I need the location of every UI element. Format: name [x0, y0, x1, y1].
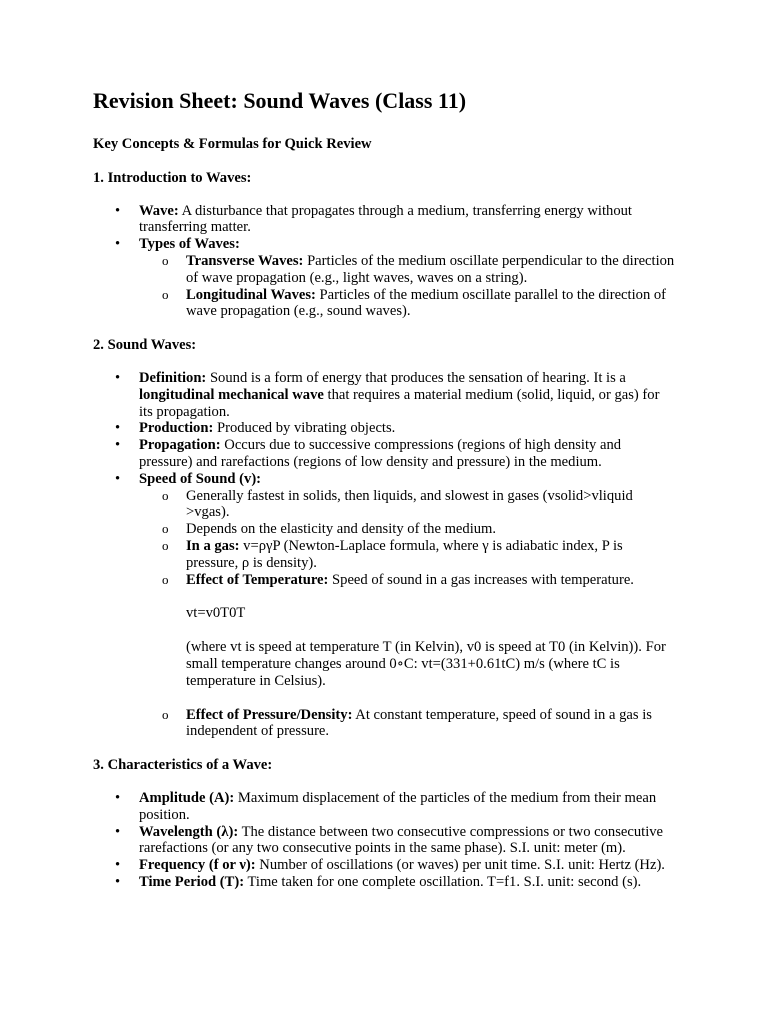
subtitle: Key Concepts & Formulas for Quick Review	[93, 136, 372, 152]
term-label: Wavelength (λ):	[139, 823, 239, 840]
term-text: Particles of the medium oscillate parallel to the direction of wave propagation (e.g., sound waves).	[186, 286, 667, 320]
term-label: Wave:	[139, 202, 179, 219]
sound-waves-list	[93, 370, 676, 740]
sub-item-longitudinal	[186, 287, 676, 321]
term-label: Production:	[139, 420, 214, 437]
term-label: Types of Waves:	[139, 236, 240, 253]
list-item-speed-of-sound	[139, 471, 676, 740]
list-item-time-period	[139, 874, 676, 891]
term-label: Effect of Pressure/Density:	[186, 706, 353, 723]
introduction-list	[93, 203, 676, 321]
sub-item-speed-depends: o Depends on the elasticity and density of the medium.	[186, 521, 676, 538]
term-label: Propagation:	[139, 437, 221, 454]
term-text: that requires a material medium (solid, liquid, or gas) for its propagation.	[139, 386, 660, 420]
section-heading-sound-waves: 2. Sound Waves:	[93, 337, 197, 354]
term-label: Definition:	[139, 369, 207, 386]
list-item-wave	[139, 203, 676, 237]
list-item-wavelength	[139, 824, 676, 858]
term-label: In a gas:	[186, 537, 240, 554]
term-text: Sound is a form of energy that produces the sensation of hearing. It is a	[206, 369, 626, 386]
term-text: Maximum displacement of the particles of the medium from their mean position.	[139, 789, 657, 823]
term-text: Time taken for one complete oscillation. T=f1. S.I. unit: second (s).	[244, 873, 642, 890]
list-item-types-of-waves	[139, 236, 676, 320]
sub-item-pressure	[186, 707, 676, 741]
list-item-production	[139, 420, 676, 437]
list-item-frequency	[139, 857, 676, 874]
list-item-amplitude	[139, 790, 676, 824]
page-title: Revision Sheet: Sound Waves (Class 11)	[93, 88, 467, 113]
sub-list	[139, 253, 676, 320]
term-text: Speed of sound in a gas increases with temperature.	[328, 571, 634, 588]
term-text: At constant temperature, speed of sound in a gas is independent of pressure.	[186, 706, 652, 740]
section-heading-characteristics: 3. Characteristics of a Wave:	[93, 757, 273, 774]
term-text: A disturbance that propagates through a medium, transferring energy without transferring matter.	[139, 202, 632, 236]
term-emphasis: longitudinal mechanical wave	[139, 386, 324, 403]
term-text: Particles of the medium oscillate perpendicular to the direction of wave propagation (e.g., light waves, waves on a string).	[186, 252, 675, 286]
list-item-propagation	[139, 437, 676, 471]
term-label: Speed of Sound (v):	[139, 470, 262, 487]
list-item-definition	[139, 370, 676, 420]
sub-list	[139, 488, 676, 741]
term-label: Frequency (f or ν):	[139, 857, 256, 874]
term-label: Time Period (T):	[139, 873, 245, 890]
section-heading-introduction: 1. Introduction to Waves:	[93, 169, 252, 186]
term-label: Longitudinal Waves:	[186, 286, 316, 303]
term-label: Amplitude (A):	[139, 789, 235, 806]
sub-item-in-a-gas	[186, 538, 676, 572]
term-label: Transverse Waves:	[186, 252, 304, 269]
term-text: v=ργP (Newton-Laplace formula, where γ is adiabatic index, P is pressure, ρ is density).	[186, 537, 623, 571]
sub-item-speed-order: o Generally fastest in solids, then liquids, and slowest in gases (vsolid>vliquid >vgas).	[186, 488, 676, 522]
sub-item-temperature	[186, 572, 676, 690]
temperature-formula: vt=v0T0T	[186, 605, 246, 622]
term-text: Produced by vibrating objects.	[213, 420, 396, 437]
sub-item-transverse	[186, 253, 676, 287]
term-text: Occurs due to successive compressions (regions of high density and pressure) and rarefactions (regions of low density and pressure) in the medium.	[139, 437, 622, 470]
term-text: Number of oscillations (or waves) per unit time. S.I. unit: Hertz (Hz).	[255, 857, 665, 874]
temperature-note: (where vt is speed at temperature T (in Kelvin), v0 is speed at T0 (in Kelvin)). For small temperature changes around 0∘C: vt=(331+0.61tC) m/s (where tC is temperature in Celsius).	[186, 639, 666, 689]
term-text: The distance between two consecutive compressions or two consecutive rarefactions (or any two consecutive points in the same phase). S.I. unit: meter (m).	[139, 823, 664, 857]
characteristics-list	[93, 790, 676, 891]
term-label: Effect of Temperature:	[186, 571, 329, 588]
